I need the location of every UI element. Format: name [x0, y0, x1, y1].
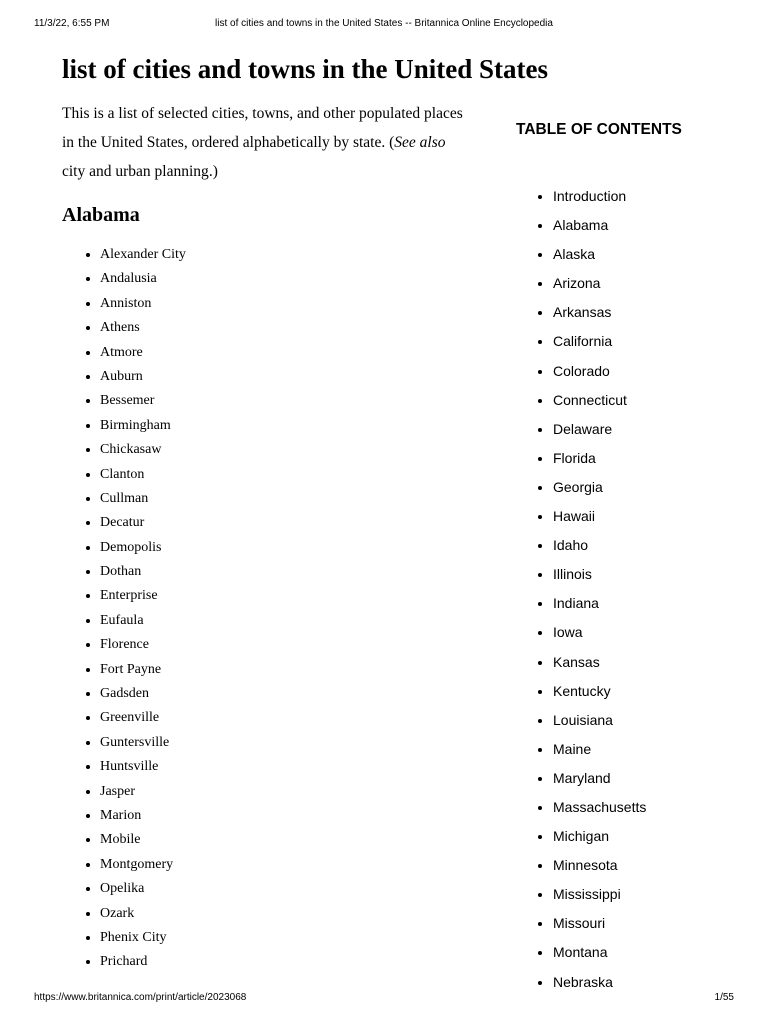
- toc-item[interactable]: • Kentucky: [553, 682, 746, 711]
- city-list-item[interactable]: • Bessemer: [100, 392, 472, 416]
- page-number: 1/55: [714, 992, 734, 1003]
- city-list-item[interactable]: • Marion: [100, 807, 472, 831]
- toc-heading: TABLE OF CONTENTS: [516, 121, 682, 138]
- toc-item[interactable]: • Georgia: [553, 478, 746, 507]
- city-list-item[interactable]: • Athens: [100, 319, 472, 343]
- city-list-item[interactable]: • Huntsville: [100, 758, 472, 782]
- section-heading-alabama: Alabama: [62, 204, 140, 226]
- toc-item[interactable]: • Alaska: [553, 245, 746, 274]
- print-header: [34, 18, 734, 32]
- print-url: https://www.britannica.com/print/article/2023068: [34, 992, 247, 1003]
- city-list-item[interactable]: • Clanton: [100, 466, 472, 490]
- article-title: list of cities and towns in the United States: [62, 54, 549, 84]
- intro-end: .): [208, 163, 218, 180]
- toc-item[interactable]: • Illinois: [553, 565, 746, 594]
- toc-item[interactable]: • Arizona: [553, 274, 746, 303]
- city-list-item[interactable]: • Andalusia: [100, 270, 472, 294]
- intro-text: This is a list of selected cities, towns, and other populated places in the United States, ordered alphabetically by state. (: [62, 105, 463, 151]
- toc-item[interactable]: • Michigan: [553, 827, 746, 856]
- toc-item[interactable]: • Introduction: [553, 187, 746, 216]
- city-list-item[interactable]: • Birmingham: [100, 417, 472, 441]
- city-list-item[interactable]: • Cullman: [100, 490, 472, 514]
- toc-item[interactable]: • Connecticut: [553, 391, 746, 420]
- toc-item[interactable]: • Missouri: [553, 914, 746, 943]
- toc-item[interactable]: • Montana: [553, 943, 746, 972]
- toc-item[interactable]: • Mississippi: [553, 885, 746, 914]
- link-city[interactable]: city: [62, 163, 86, 180]
- city-list-item[interactable]: • Decatur: [100, 514, 472, 538]
- print-document-title: list of cities and towns in the United States -- Britannica Online Encyclopedia: [215, 18, 553, 29]
- toc-list: [516, 187, 746, 1002]
- city-list-item[interactable]: • Prichard: [100, 953, 472, 977]
- table-of-contents: [516, 118, 746, 1002]
- toc-item[interactable]: • Arkansas: [553, 303, 746, 332]
- toc-item[interactable]: • Alabama: [553, 216, 746, 245]
- city-list-item[interactable]: • Demopolis: [100, 539, 472, 563]
- city-list-item[interactable]: • Anniston: [100, 295, 472, 319]
- toc-item[interactable]: • Hawaii: [553, 507, 746, 536]
- toc-item[interactable]: • Iowa: [553, 623, 746, 652]
- toc-item[interactable]: • Colorado: [553, 362, 746, 391]
- city-list-item[interactable]: • Montgomery: [100, 856, 472, 880]
- print-footer: [34, 992, 734, 1006]
- article: [62, 50, 549, 978]
- see-also-label: See also: [394, 134, 446, 151]
- link-urban-planning[interactable]: urban planning: [115, 163, 209, 180]
- city-list-item[interactable]: • Guntersville: [100, 734, 472, 758]
- toc-item[interactable]: • Nebraska: [553, 973, 746, 1002]
- toc-item[interactable]: • Delaware: [553, 420, 746, 449]
- city-list-item[interactable]: • Chickasaw: [100, 441, 472, 465]
- city-list-item[interactable]: • Florence: [100, 636, 472, 660]
- intro-and: and: [85, 163, 116, 180]
- toc-item[interactable]: • Idaho: [553, 536, 746, 565]
- city-list-item[interactable]: • Alexander City: [100, 246, 472, 270]
- toc-item[interactable]: • Louisiana: [553, 711, 746, 740]
- toc-item[interactable]: • Florida: [553, 449, 746, 478]
- toc-item[interactable]: • Minnesota: [553, 856, 746, 885]
- toc-item[interactable]: • Kansas: [553, 653, 746, 682]
- city-list-item[interactable]: • Fort Payne: [100, 661, 472, 685]
- city-list-item[interactable]: • Gadsden: [100, 685, 472, 709]
- city-list-item[interactable]: • Greenville: [100, 709, 472, 733]
- toc-item[interactable]: • Massachusetts: [553, 798, 746, 827]
- city-list-item[interactable]: • Enterprise: [100, 587, 472, 611]
- city-list-item[interactable]: • Atmore: [100, 344, 472, 368]
- city-list-item[interactable]: • Ozark: [100, 905, 472, 929]
- city-list-item[interactable]: • Phenix City: [100, 929, 472, 953]
- toc-item[interactable]: • Maryland: [553, 769, 746, 798]
- city-list: [62, 246, 472, 978]
- city-list-item[interactable]: • Eufaula: [100, 612, 472, 636]
- article-intro: [62, 99, 472, 186]
- city-list-item[interactable]: • Dothan: [100, 563, 472, 587]
- toc-item[interactable]: • Indiana: [553, 594, 746, 623]
- toc-item[interactable]: • Maine: [553, 740, 746, 769]
- city-list-item[interactable]: • Opelika: [100, 880, 472, 904]
- print-date: 11/3/22, 6:55 PM: [34, 18, 110, 29]
- city-list-item[interactable]: • Auburn: [100, 368, 472, 392]
- toc-item[interactable]: • California: [553, 332, 746, 361]
- city-list-item[interactable]: • Mobile: [100, 831, 472, 855]
- city-list-item[interactable]: • Jasper: [100, 783, 472, 807]
